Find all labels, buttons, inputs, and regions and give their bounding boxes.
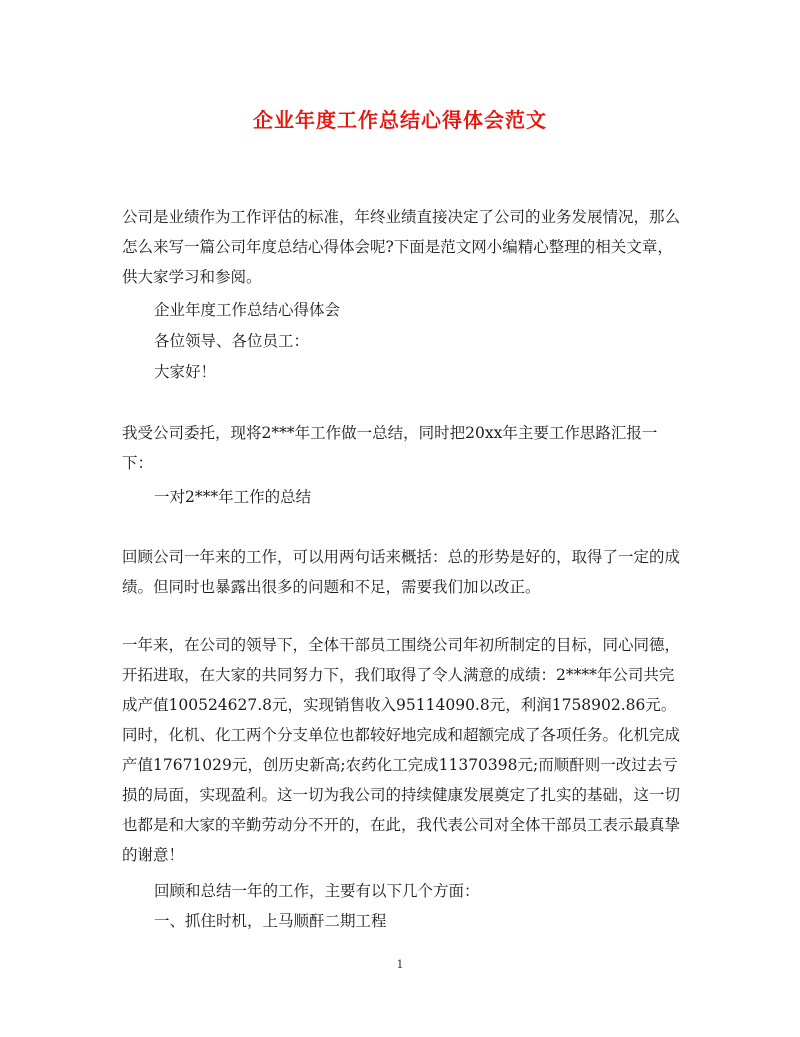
list-item-1: 一、抓住时机，上马顺酐二期工程 bbox=[154, 912, 387, 930]
document-title: 企业年度工作总结心得体会范文 bbox=[253, 108, 547, 132]
subtitle-line: 企业年度工作总结心得体会 bbox=[154, 301, 341, 319]
entrust-paragraph: 我受公司委托，现将2***年工作做一总结，同时把20xx年主要工作思路汇报一下： bbox=[122, 424, 658, 472]
greeting-line: 大家好！ bbox=[154, 363, 217, 381]
review-paragraph: 回顾公司一年来的工作，可以用两句话来概括：总的形势是好的，取得了一定的成绩。但同时也暴露出很多的问题和不足，需要我们加以改正。 bbox=[122, 548, 681, 596]
section-heading: 一对2***年工作的总结 bbox=[154, 488, 312, 506]
intro-paragraph: 公司是业绩作为工作评估的标准，年终业绩直接决定了公司的业务发展情况，那么怎么来写一篇公司年度总结心得体会呢?下面是范文网小编精心整理的相关文章，供大家学习和参阅。 bbox=[122, 208, 681, 286]
achievements-paragraph: 一年来，在公司的领导下，全体干部员工围绕公司年初所制定的目标，同心同德，开拓进取，在大家的共同努力下，我们取得了令人满意的成绩：2****年公司共完成产值100524627.8元，实现销售收入95114090.8元，利润1758902.86元。同时，化机、化工两个分支单位也都较好地完成和超额完成了各项任务。化机完成产值17671029元，创历史新高;农药化工完成11370398元;而顺酐则一改过去亏损的局面，实现盈利。这一切为我公司的持续健康发展奠定了扎实的基础，这一切也都是和大家的辛勤劳动分不开的，在此，我代表公司对全体干部员工表示最真挚的谢意！ bbox=[122, 636, 681, 864]
salutation-line: 各位领导、各位员工： bbox=[154, 332, 310, 350]
page-number: 1 bbox=[396, 958, 404, 971]
aspects-intro-line: 回顾和总结一年的工作，主要有以下几个方面： bbox=[154, 882, 480, 900]
